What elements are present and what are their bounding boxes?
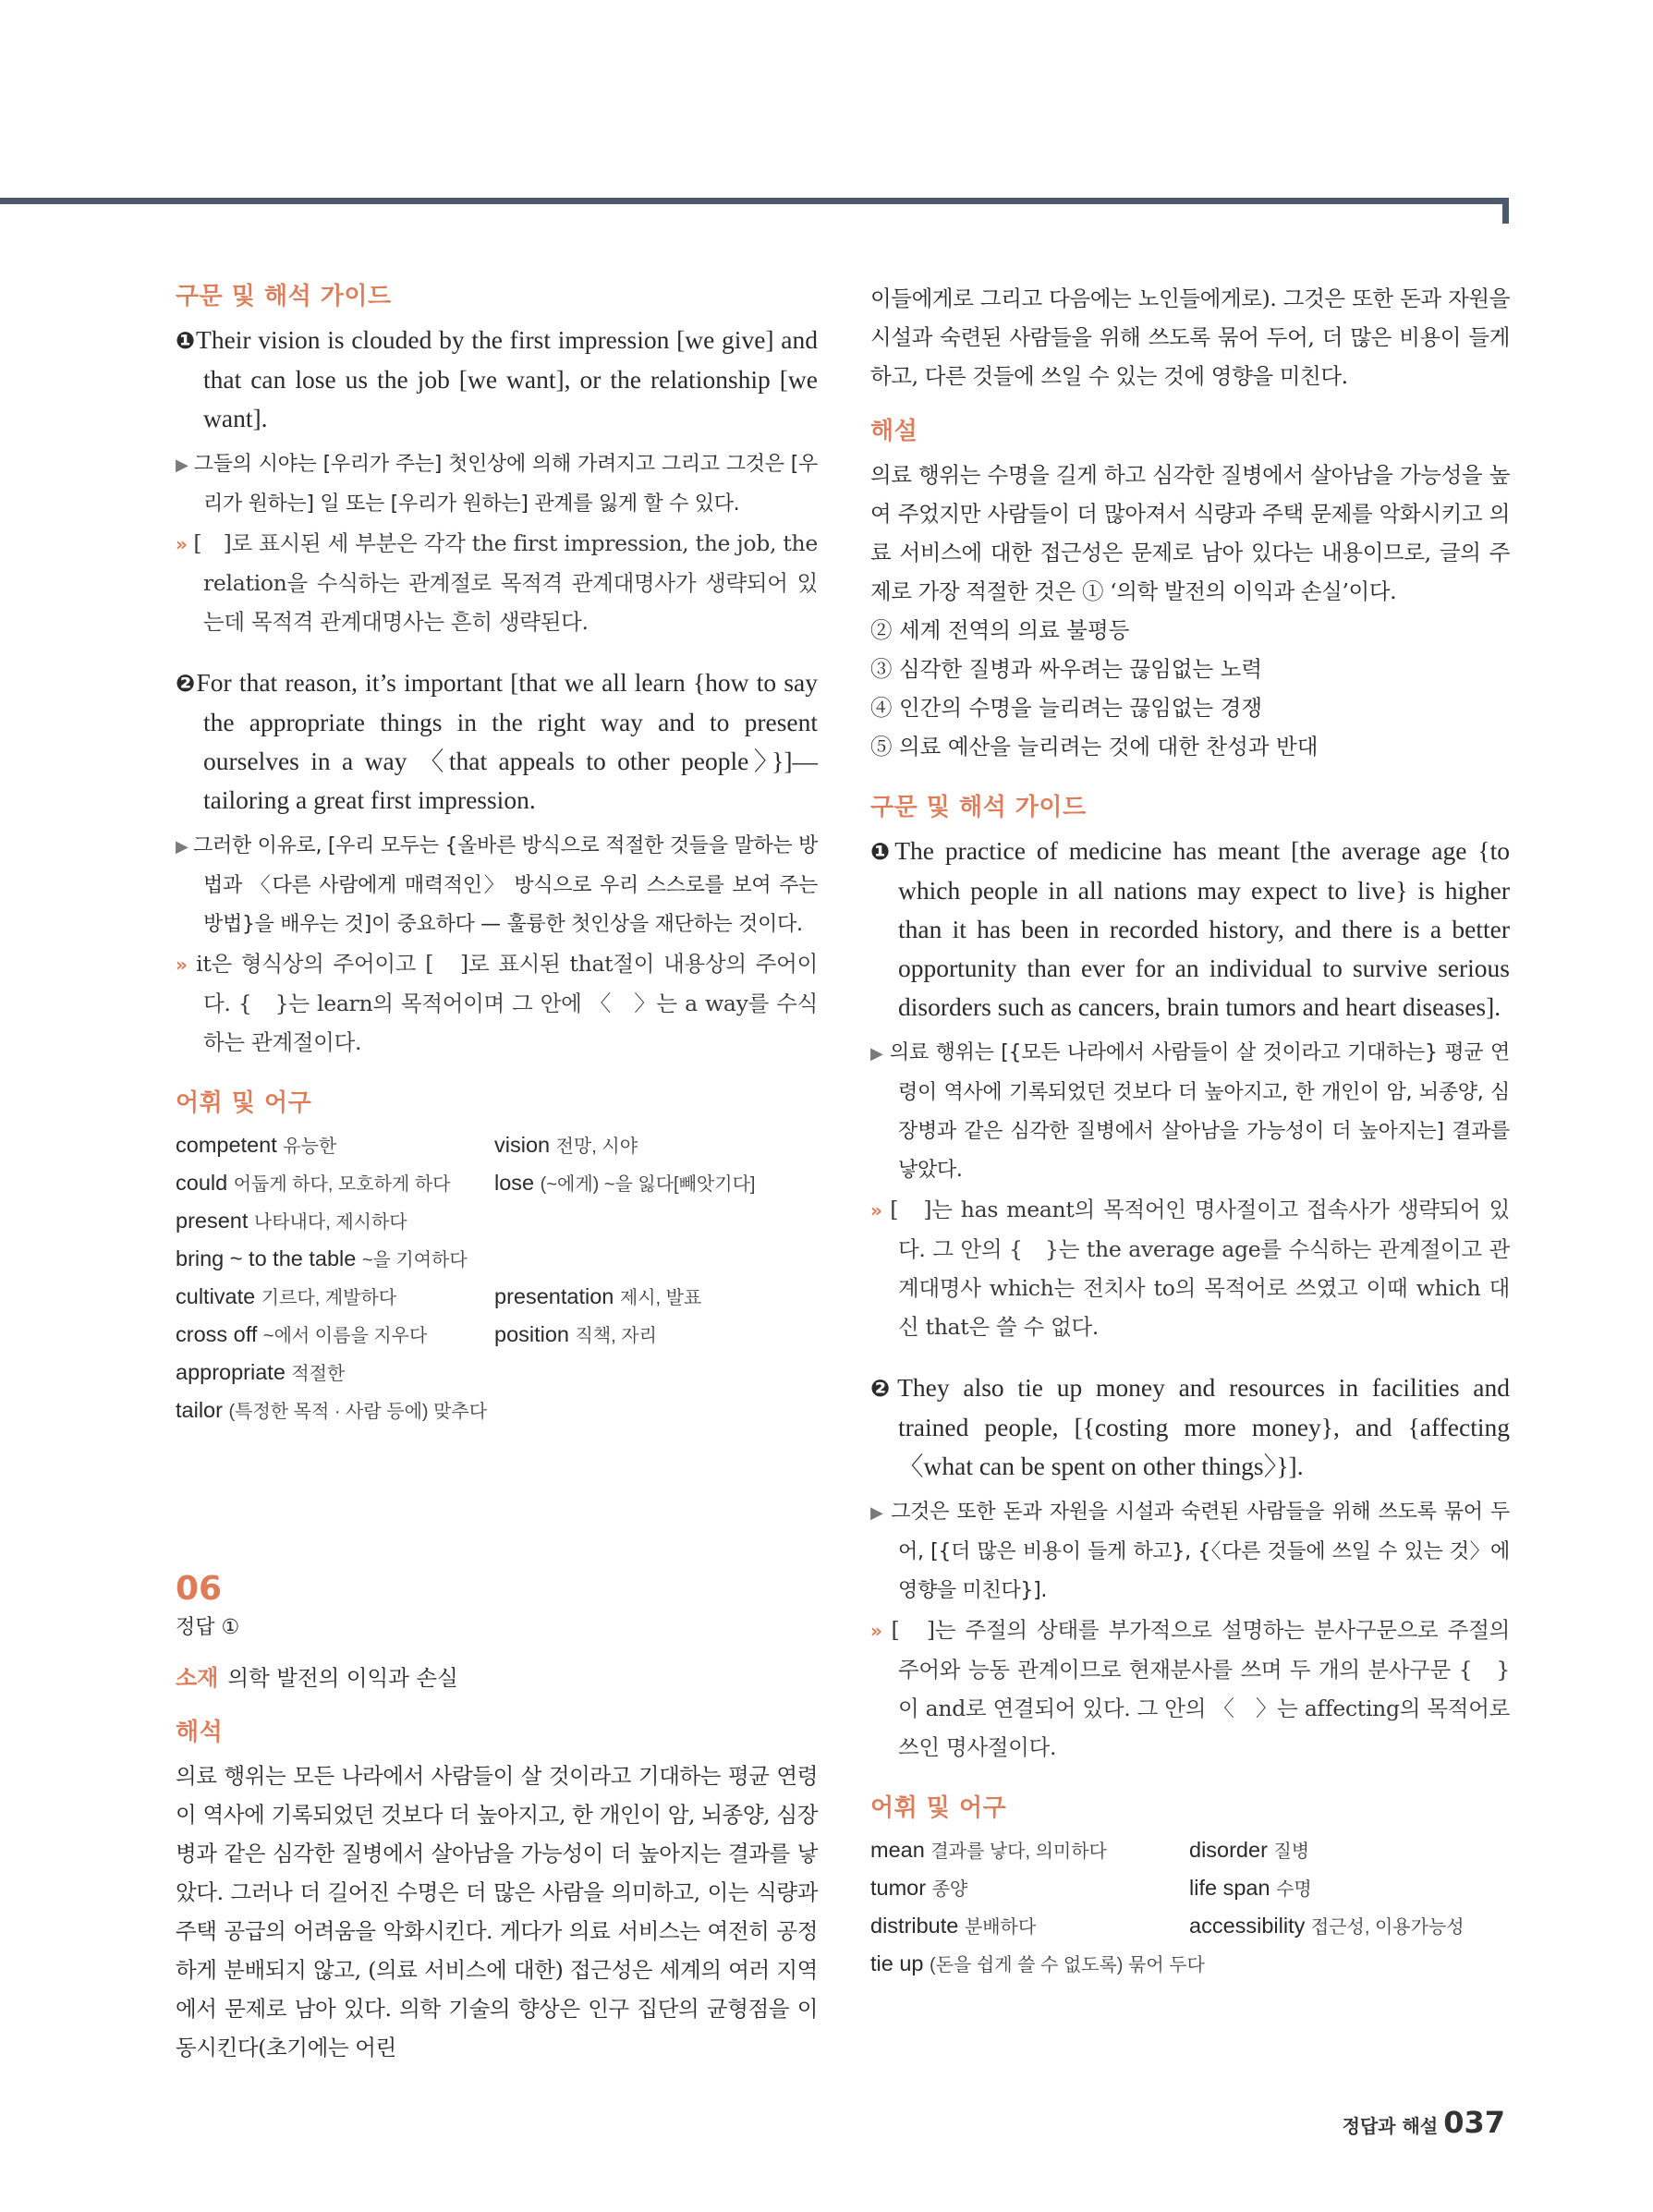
right-item-1	[870, 832, 1510, 1346]
vocab-item	[870, 1832, 1189, 1870]
right-column	[870, 279, 1510, 1984]
vocab-meaning: 나타내다, 제시하다	[253, 1212, 407, 1233]
page-footer	[1343, 2105, 1505, 2140]
vocab-meaning: 어둡게 하다, 모호하게 하다	[233, 1174, 451, 1195]
triangle-bullet-icon: ▶	[176, 456, 194, 475]
right-item-1-english: ❶The practice of medicine has meant [the average age {to which people in all nations may expect to live} is higher than it has been in recorded history, and there is a better opportunity than ever for an individual to survive serious disorders such as cancers, brain tumors and heart diseases].	[870, 836, 1510, 1021]
double-chevron-icon: »	[176, 954, 197, 976]
vocab-item	[870, 1946, 1508, 1984]
vocab-meaning: 분배하다	[964, 1917, 1037, 1938]
vocab-item	[176, 1279, 494, 1317]
vocab-item	[1189, 1908, 1508, 1946]
vocab-item	[494, 1279, 813, 1317]
right-item-2-note: » [ ]는 주절의 상태를 부가적으로 설명하는 분사구문으로 주절의 주어와 능동 관계이므로 현재분사를 쓰며 두 개의 분사구문 { }이 and로 연결되어 있다. 그 안의 〈 〉는 affecting의 목적어로 쓰인 명사절이다.	[870, 1617, 1510, 1760]
vocab-term: tumor	[870, 1876, 927, 1900]
right-guide-title: 구문 및 해석 가이드	[870, 794, 1087, 821]
left-item-1	[176, 321, 818, 641]
vocab-term: competent	[176, 1133, 277, 1157]
vocab-item	[176, 1241, 813, 1279]
options-list	[870, 611, 1510, 766]
left-item-1-note: » [ ]로 표시된 세 부분은 각각 the first impression, the job, the relation을 수식하는 관계절로 목적격 관계대명사가 생략되어 있는데 목적격 관계대명사는 흔히 생략된다.	[176, 530, 818, 635]
number-badge-icon: ❶	[176, 327, 197, 354]
vocab-meaning: (특정한 목적 · 사람 등에) 맞추다	[228, 1402, 488, 1422]
vocab-term: accessibility	[1189, 1914, 1306, 1938]
right-vocab-title: 어휘 및 어구	[870, 1794, 1007, 1822]
left-item-1-english: ❶Their vision is clouded by the first impression [we give] and that can lose us the job [we want], or the relationship [we want].	[176, 325, 818, 432]
double-chevron-icon: »	[870, 1199, 891, 1221]
vocab-term: disorder	[1189, 1838, 1268, 1862]
explanation-text: 의료 행위는 수명을 길게 하고 심각한 질병에서 살아남을 가능성을 높여 주었지만 사람들이 더 많아져서 식량과 주택 문제를 악화시키고 의료 서비스에 대한 접근성은 문제로 남아 있다는 내용이므로, 글의 주제로 가장 적절한 것은 ① ‘의학 발전의 이익과 손실’이다.	[870, 462, 1510, 604]
vocab-item	[494, 1165, 813, 1203]
right-item-2	[870, 1368, 1510, 1767]
header-rule-end	[1502, 198, 1509, 224]
vocab-term: position	[494, 1322, 569, 1346]
vocab-meaning: 종양	[931, 1879, 968, 1900]
number-badge-icon: ❷	[870, 1375, 898, 1402]
vocab-meaning: 유능한	[283, 1136, 337, 1157]
vocab-term: cross off	[176, 1322, 258, 1346]
left-item-2-note: » it은 형식상의 주어이고 [ ]로 표시된 that절이 내용상의 주어이다. { }는 learn의 목적어이며 그 안에 〈 〉는 a way를 수식하는 관계절이다.	[176, 951, 818, 1055]
left-vocab-title: 어휘 및 어구	[176, 1089, 312, 1117]
vocab-term: lose	[494, 1171, 535, 1195]
vocab-meaning: 질병	[1273, 1841, 1310, 1862]
topic-text: 의학 발전의 이익과 손실	[227, 1665, 458, 1691]
vocab-meaning: 전망, 시야	[555, 1136, 638, 1157]
vocab-term: presentation	[494, 1284, 614, 1308]
left-guide-title: 구문 및 해석 가이드	[176, 283, 392, 310]
vocab-item	[176, 1317, 494, 1355]
vocab-term: bring ~ to the table	[176, 1246, 357, 1270]
answer-label: 정답 ①	[176, 1616, 240, 1639]
vocab-item	[870, 1908, 1189, 1946]
option-item: ③ 심각한 질병과 싸우려는 끊임없는 노력	[870, 656, 1263, 682]
vocab-item	[176, 1392, 813, 1430]
vocab-term: present	[176, 1209, 249, 1233]
vocab-term: mean	[870, 1838, 925, 1862]
vocab-meaning: 수명	[1276, 1879, 1312, 1900]
option-item: ④ 인간의 수명을 늘리려는 끊임없는 경쟁	[870, 695, 1263, 721]
right-item-1-note: » [ ]는 has meant의 목적어인 명사절이고 접속사가 생략되어 있다. 그 안의 { }는 the average age를 수식하는 관계절이고 관계대명사 which는 전치사 to의 목적어로 쓰였고 이때 which 대신 that은 쓸 수 없다.	[870, 1197, 1510, 1340]
number-badge-icon: ❶	[870, 838, 895, 865]
translation-title: 해석	[176, 1719, 224, 1746]
vocab-meaning: (돈을 쉽게 쓸 수 없도록) 묶어 두다	[930, 1955, 1205, 1975]
vocab-term: vision	[494, 1133, 551, 1157]
triangle-bullet-icon: ▶	[870, 1503, 892, 1523]
vocab-term: could	[176, 1171, 228, 1195]
vocab-item	[1189, 1832, 1508, 1870]
vocab-term: appropriate	[176, 1360, 286, 1384]
topic-label: 소재	[176, 1665, 219, 1691]
vocab-meaning: (~에게) ~을 잃다[빼앗기다]	[540, 1174, 756, 1195]
vocab-term: tie up	[870, 1951, 924, 1975]
left-item-2-english: ❷For that reason, it’s important [that we all learn {how to say the appropriate things in the right way and to present ourselves in a way 〈that appeals to other people〉}]—tailoring a great first impression.	[176, 668, 818, 814]
vocab-item	[1189, 1870, 1508, 1908]
vocab-item	[870, 1870, 1189, 1908]
triangle-bullet-icon: ▶	[870, 1044, 891, 1063]
right-item-2-english: ❷They also tie up money and resources in facilities and trained people, [{costing more money}, and {affecting 〈what can be spent on other things〉}].	[870, 1373, 1511, 1480]
option-item: ⑤ 의료 예산을 늘리려는 것에 대한 찬성과 반대	[870, 734, 1319, 760]
page-number: 037	[1443, 2105, 1505, 2140]
left-item-2-korean: ▶ 그러한 이유로, [우리 모두는 {올바른 방식으로 적절한 것들을 말하는 방법과 〈다른 사람에게 매력적인〉 방식으로 우리 스스로를 보여 주는 방법}을 배우는 것]이 중요하다 — 훌륭한 첫인상을 재단하는 것이다.	[176, 834, 818, 936]
vocab-term: tailor	[176, 1398, 223, 1422]
topic-line	[176, 1659, 818, 1696]
translation-continued: 이들에게로 그리고 다음에는 노인들에게로). 그것은 또한 돈과 자원을 시설과 숙련된 사람들을 위해 쓰도록 묶어 두어, 더 많은 비용이 들게 하고, 다른 것들에 쓰일 수 있는 것에 영향을 미친다.	[870, 286, 1510, 389]
vocab-item	[176, 1165, 494, 1203]
vocab-meaning: 결과를 낳다, 의미하다	[930, 1841, 1107, 1862]
vocab-meaning: 기르다, 계발하다	[261, 1288, 397, 1308]
left-vocab-list	[176, 1127, 818, 1430]
vocab-meaning: 직책, 자리	[575, 1326, 657, 1346]
vocab-meaning: 접근성, 이용가능성	[1310, 1917, 1465, 1938]
question-number: 06	[176, 1570, 223, 1608]
double-chevron-icon: »	[870, 1620, 892, 1642]
right-item-1-korean: ▶ 의료 행위는 [{모든 나라에서 사람들이 살 것이라고 기대하는} 평균 연령이 역사에 기록되었던 것보다 더 높아지고, 한 개인이 암, 뇌종양, 심장병과 같은 심각한 질병에서 살아남을 가능성이 더 높아지는] 결과를 낳았다.	[870, 1041, 1511, 1182]
vocab-term: life span	[1189, 1876, 1270, 1900]
option-item: ② 세계 전역의 의료 불평등	[870, 617, 1130, 643]
vocab-item	[176, 1203, 813, 1241]
vocab-item	[176, 1355, 813, 1392]
explanation-title: 해설	[870, 418, 918, 445]
triangle-bullet-icon: ▶	[176, 837, 194, 857]
right-vocab-list	[870, 1832, 1510, 1984]
left-item-2	[176, 663, 818, 1062]
double-chevron-icon: »	[176, 533, 194, 555]
vocab-item	[494, 1317, 813, 1355]
vocab-meaning: ~에서 이름을 지우다	[262, 1326, 428, 1346]
translation-text: 의료 행위는 모든 나라에서 사람들이 살 것이라고 기대하는 평균 연령이 역사에 기록되었던 것보다 더 높아지고, 한 개인이 암, 뇌종양, 심장병과 같은 심각한 질병에서 살아남을 가능성이 더 높아지는 결과를 낳았다. 그러나 더 길어진 수명은 더 많은 사람을 의미하고, 이는 식량과 주택 공급의 어려움을 악화시킨다. 게다가 의료 서비스는 여전히 공정하게 분배되지 않고, (의료 서비스에 대한) 접근성은 세계의 여러 지역에서 문제로 남아 있다. 의학 기술의 향상은 인구 집단의 균형점을 이동시킨다(초기에는 어린	[176, 1763, 818, 2060]
right-item-2-korean: ▶ 그것은 또한 돈과 자원을 시설과 숙련된 사람들을 위해 쓰도록 묶어 두어, [{더 많은 비용이 들게 하고}, {〈다른 것들에 쓰일 수 있는 것〉에 영향을 미친다}].	[870, 1501, 1511, 1602]
vocab-meaning: ~을 기여하다	[361, 1250, 468, 1270]
left-item-1-korean: ▶ 그들의 시야는 [우리가 주는] 첫인상에 의해 가려지고 그리고 그것은 [우리가 원하는] 일 또는 [우리가 원하는] 관계를 잃게 할 수 있다.	[176, 453, 818, 516]
number-badge-icon: ❷	[176, 670, 197, 697]
vocab-term: cultivate	[176, 1284, 256, 1308]
header-rule	[0, 198, 1509, 204]
vocab-meaning: 제시, 발표	[619, 1288, 702, 1308]
vocab-item	[176, 1127, 494, 1165]
vocab-meaning: 적절한	[291, 1364, 346, 1384]
left-column	[176, 277, 818, 2067]
footer-label: 정답과 해설	[1342, 2115, 1439, 2137]
vocab-item	[494, 1127, 813, 1165]
vocab-term: distribute	[870, 1914, 959, 1938]
